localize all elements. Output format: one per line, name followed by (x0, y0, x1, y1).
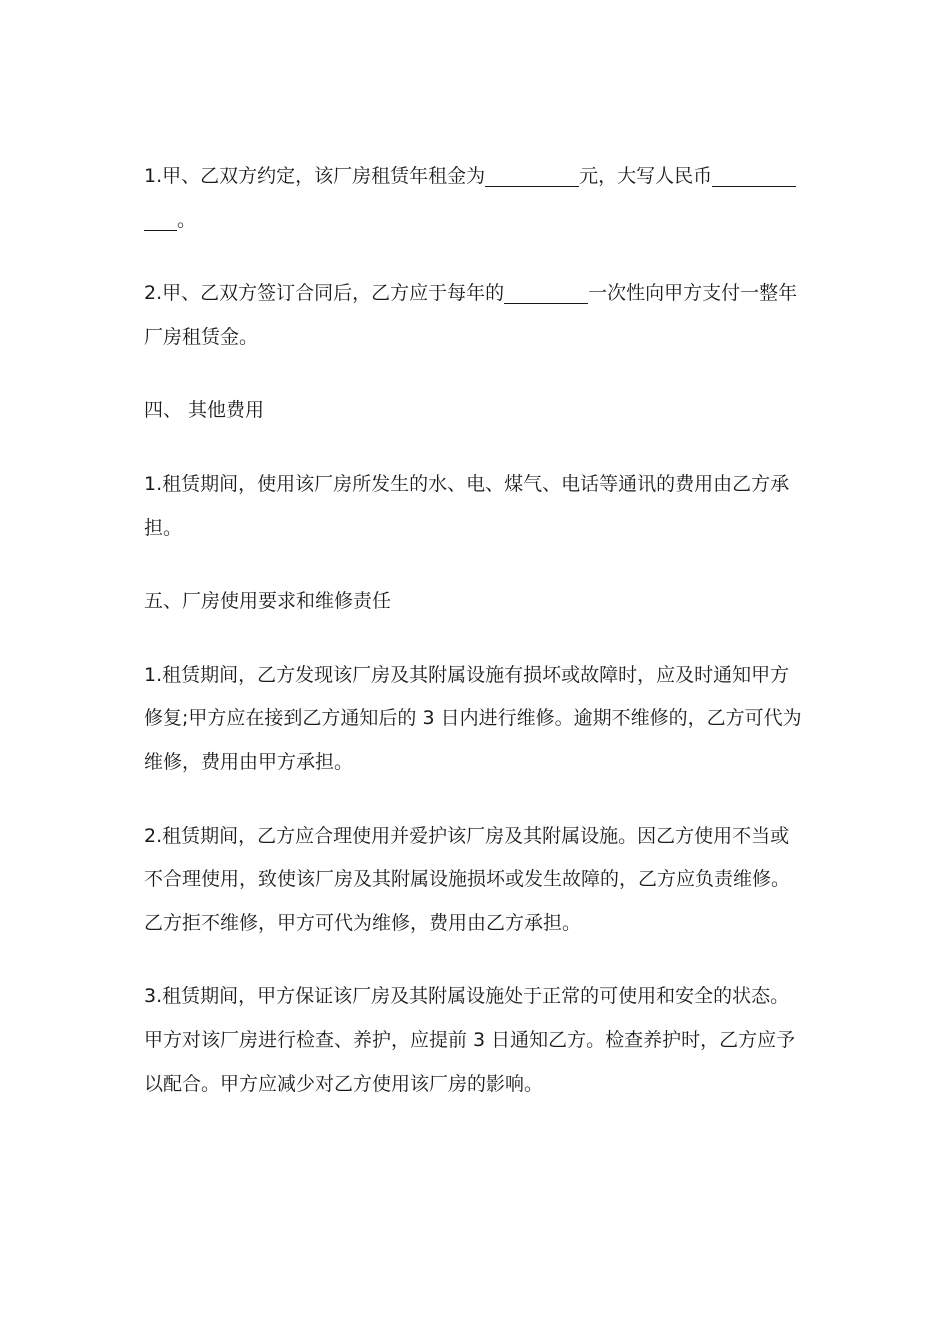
rent-amount-clause (144, 155, 808, 242)
clause-text: 。 (177, 208, 197, 231)
section-heading-other-fees: 四、 其他费用 (144, 399, 265, 422)
payment-date-blank (504, 281, 588, 304)
repair-2-line-3: 乙方拒不维修，甲方可代为维修，费用由乙方承担。 (144, 911, 582, 934)
clause-text: 1.甲、乙双方约定，该厂房租赁年租金为 (144, 165, 486, 187)
utilities-line-2: 担。 (144, 516, 183, 539)
repair-2-line-2: 不合理使用，致使该厂房及其附属设施损坏或发生故障的，乙方应负责维修。 (144, 868, 791, 891)
repair-clause-1 (144, 654, 808, 785)
rent-amount-line-1 (144, 155, 808, 199)
section-heading-maintenance: 五、厂房使用要求和维修责任 (144, 590, 392, 613)
rent-amount-line-2 (144, 199, 808, 243)
repair-3-line-2: 甲方对该厂房进行检查、养护，应提前 3 日通知乙方。检查养护时，乙方应予 (144, 1028, 796, 1051)
document-page (144, 155, 808, 1136)
clause-text: 2.甲、乙双方签订合同后，乙方应于每年的 (144, 282, 505, 305)
repair-1-line-3: 维修，费用由甲方承担。 (144, 750, 354, 773)
payment-line-2: 厂房租赁金。 (144, 325, 259, 348)
annual-rent-blank (485, 164, 579, 187)
repair-clause-3 (144, 975, 808, 1106)
clause-text: 元，大写人民币 (579, 165, 713, 187)
repair-3-line-3: 以配合。甲方应减少对乙方使用该厂房的影响。 (144, 1072, 544, 1095)
repair-3-line-1: 3.租赁期间，甲方保证该厂房及其附属设施处于正常的可使用和安全的状态。 (144, 985, 790, 1008)
repair-1-line-1: 1.租赁期间，乙方发现该厂房及其附属设施有损坏或故障时，应及时通知甲方 (144, 663, 790, 686)
utilities-clause (144, 463, 808, 550)
clause-text: 一次性向甲方支付一整年 (588, 282, 798, 305)
repair-clause-2 (144, 815, 808, 946)
utilities-line-1: 1.租赁期间，使用该厂房所发生的水、电、煤气、电话等通讯的费用由乙方承 (144, 472, 790, 495)
payment-line-1 (144, 272, 808, 316)
repair-2-line-1: 2.租赁期间，乙方应合理使用并爱护该厂房及其附属设施。因乙方使用不当或 (144, 824, 790, 847)
repair-1-line-2: 修复;甲方应在接到乙方通知后的 3 日内进行维修。逾期不维修的，乙方可代为 (144, 707, 802, 730)
payment-clause (144, 272, 808, 359)
rent-in-words-blank-continued (144, 208, 177, 231)
rent-in-words-blank (712, 164, 796, 187)
